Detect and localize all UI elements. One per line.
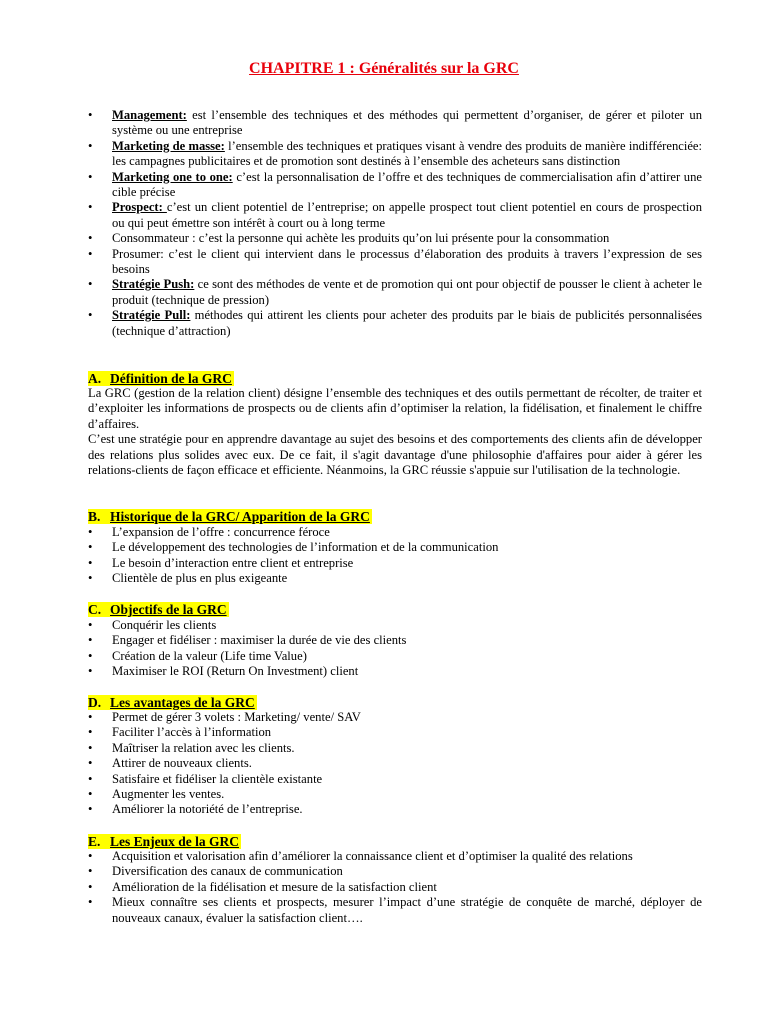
definition-item-prospect bbox=[88, 200, 702, 231]
section-a-highlight bbox=[88, 371, 234, 386]
section-c-highlight bbox=[88, 602, 229, 617]
list-item: • Création de la valeur (Life time Value) bbox=[88, 649, 702, 664]
section-letter: D. bbox=[88, 695, 102, 710]
section-a-body bbox=[88, 386, 702, 478]
section-letter: C. bbox=[88, 602, 102, 617]
definition-item-one-to-one bbox=[88, 170, 702, 201]
list-item: • L’expansion de l’offre : concurrence féroce bbox=[88, 525, 702, 540]
definition-term: Prospect: bbox=[112, 200, 167, 215]
section-d-body bbox=[88, 710, 702, 818]
list-item: • Attirer de nouveaux clients. bbox=[88, 756, 702, 771]
list-item: • Le développement des technologies de l’information et de la communication bbox=[88, 540, 702, 555]
definition-text: c’est la personnalisation de l’offre et des techniques de commercialisation afin d’attirer une cible précise bbox=[112, 169, 702, 200]
section-a-paragraph-2: C’est une stratégie pour en apprendre davantage au sujet des besoins et des comportements des clients afin de développer des relations plus solides avec eux. De ce fait, il s'agit davantage d'une philosophie d'affaires pour aider à gérer les relations-clients de façon efficace et efficiente. Néanmoins, la GRC réussie s'appuie sur l'utilisation de la technologie. bbox=[88, 432, 702, 478]
list-item: • Mieux connaître ses clients et prospects, mesurer l’impact d’une stratégie de conquête de marché, déployer de nouveaux canaux, évaluer la satisfaction client…. bbox=[88, 895, 702, 926]
definition-item-consommateur bbox=[88, 231, 702, 246]
section-a-paragraph-1: La GRC (gestion de la relation client) désigne l’ensemble des techniques et des outils permettant de récolter, de traiter et d’exploiter les informations de prospects ou de clients afin d’optimiser la relation, la fidélisation, et finalement le chiffre d’affaires. bbox=[88, 386, 702, 431]
definition-term: Marketing one to one: bbox=[112, 169, 233, 184]
definition-item-prosumer bbox=[88, 247, 702, 278]
section-a-heading bbox=[88, 370, 234, 387]
section-d-heading bbox=[88, 694, 257, 711]
section-b-list bbox=[88, 525, 702, 587]
section-letter: A. bbox=[88, 371, 102, 386]
section-c-list bbox=[88, 618, 702, 680]
list-item: • Amélioration de la fidélisation et mesure de la satisfaction client bbox=[88, 880, 702, 895]
section-letter: B. bbox=[88, 509, 101, 524]
section-b-body bbox=[88, 525, 702, 587]
section-title: Objectifs de la GRC bbox=[110, 602, 227, 617]
section-e-heading bbox=[88, 833, 241, 850]
definition-item-pull bbox=[88, 308, 702, 339]
section-c-body bbox=[88, 618, 702, 680]
section-title: Les avantages de la GRC bbox=[110, 695, 255, 710]
list-item: • Augmenter les ventes. bbox=[88, 787, 702, 802]
definition-text: c’est un client potentiel de l’entreprise; on appelle prospect tout client potentiel en cours de prospection ou qui peut émettre son intérêt à court ou à long terme bbox=[112, 200, 702, 230]
section-title: Historique de la GRC/ Apparition de la GRC bbox=[110, 509, 370, 524]
list-item: • Améliorer la notoriété de l’entreprise. bbox=[88, 802, 702, 817]
definition-text: Prosumer: c’est le client qui intervient dans le processus d’élaboration des produits à travers l’expression de ses besoins bbox=[112, 246, 702, 277]
definition-text: est l’ensemble des techniques et des méthodes qui permettent d’organiser, de gérer et piloter un système ou une entreprise bbox=[112, 108, 702, 138]
list-item: • Permet de gérer 3 volets : Marketing/ vente/ SAV bbox=[88, 710, 702, 725]
list-item: • Diversification des canaux de communication bbox=[88, 864, 702, 879]
list-item: • Maximiser le ROI (Return On Investment) client bbox=[88, 664, 702, 679]
list-item: • Conquérir les clients bbox=[88, 618, 702, 633]
definition-text: Consommateur : c’est la personne qui achète les produits qu’on lui présente pour la consommation bbox=[112, 231, 610, 246]
section-c-heading bbox=[88, 601, 229, 618]
list-item: • Satisfaire et fidéliser la clientèle existante bbox=[88, 772, 702, 787]
section-title: Définition de la GRC bbox=[110, 371, 232, 386]
list-item: • Le besoin d’interaction entre client et entreprise bbox=[88, 556, 702, 571]
page-title: CHAPITRE 1 : Généralités sur la GRC bbox=[249, 60, 519, 77]
definition-term: Marketing de masse: bbox=[112, 138, 225, 153]
definition-item-management bbox=[88, 108, 702, 139]
definition-term: Stratégie Push: bbox=[112, 277, 195, 292]
definition-text: l’ensemble des techniques et pratiques visant à vendre des produits de manière indifférenciée: les campagnes publicitaires et de promotion sont destinés à l’ensemble des acheteurs sans distinction bbox=[112, 138, 703, 169]
definition-item-marketing-masse bbox=[88, 139, 702, 170]
definition-text: méthodes qui attirent les clients pour acheter des produits par le biais de publicités personnalisées (technique d’attraction) bbox=[112, 308, 702, 338]
definition-item-push bbox=[88, 277, 702, 308]
section-b-highlight bbox=[88, 509, 372, 524]
list-item: • Maîtriser la relation avec les clients. bbox=[88, 741, 702, 756]
section-d-list bbox=[88, 710, 702, 818]
definition-term: Stratégie Pull: bbox=[112, 308, 191, 323]
list-item: • Clientèle de plus en plus exigeante bbox=[88, 571, 702, 586]
section-d-highlight bbox=[88, 695, 257, 710]
list-item: • Faciliter l’accès à l’information bbox=[88, 725, 702, 740]
section-b-heading bbox=[88, 508, 372, 525]
definitions-list bbox=[88, 108, 702, 339]
list-item: • Engager et fidéliser : maximiser la durée de vie des clients bbox=[88, 633, 702, 648]
definition-text: ce sont des méthodes de vente et de promotion qui ont pour objectif de pousser le client à acheter le produit (technique de pression) bbox=[112, 277, 702, 307]
list-item: • Acquisition et valorisation afin d’améliorer la connaissance client et d’optimiser la qualité des relations bbox=[88, 849, 702, 864]
section-e-list bbox=[88, 849, 702, 926]
section-e-highlight bbox=[88, 834, 241, 849]
section-letter: E. bbox=[88, 834, 101, 849]
section-title: Les Enjeux de la GRC bbox=[110, 834, 240, 849]
section-e-body bbox=[88, 849, 702, 926]
definition-term: Management: bbox=[112, 108, 187, 122]
definitions-block bbox=[88, 108, 702, 339]
